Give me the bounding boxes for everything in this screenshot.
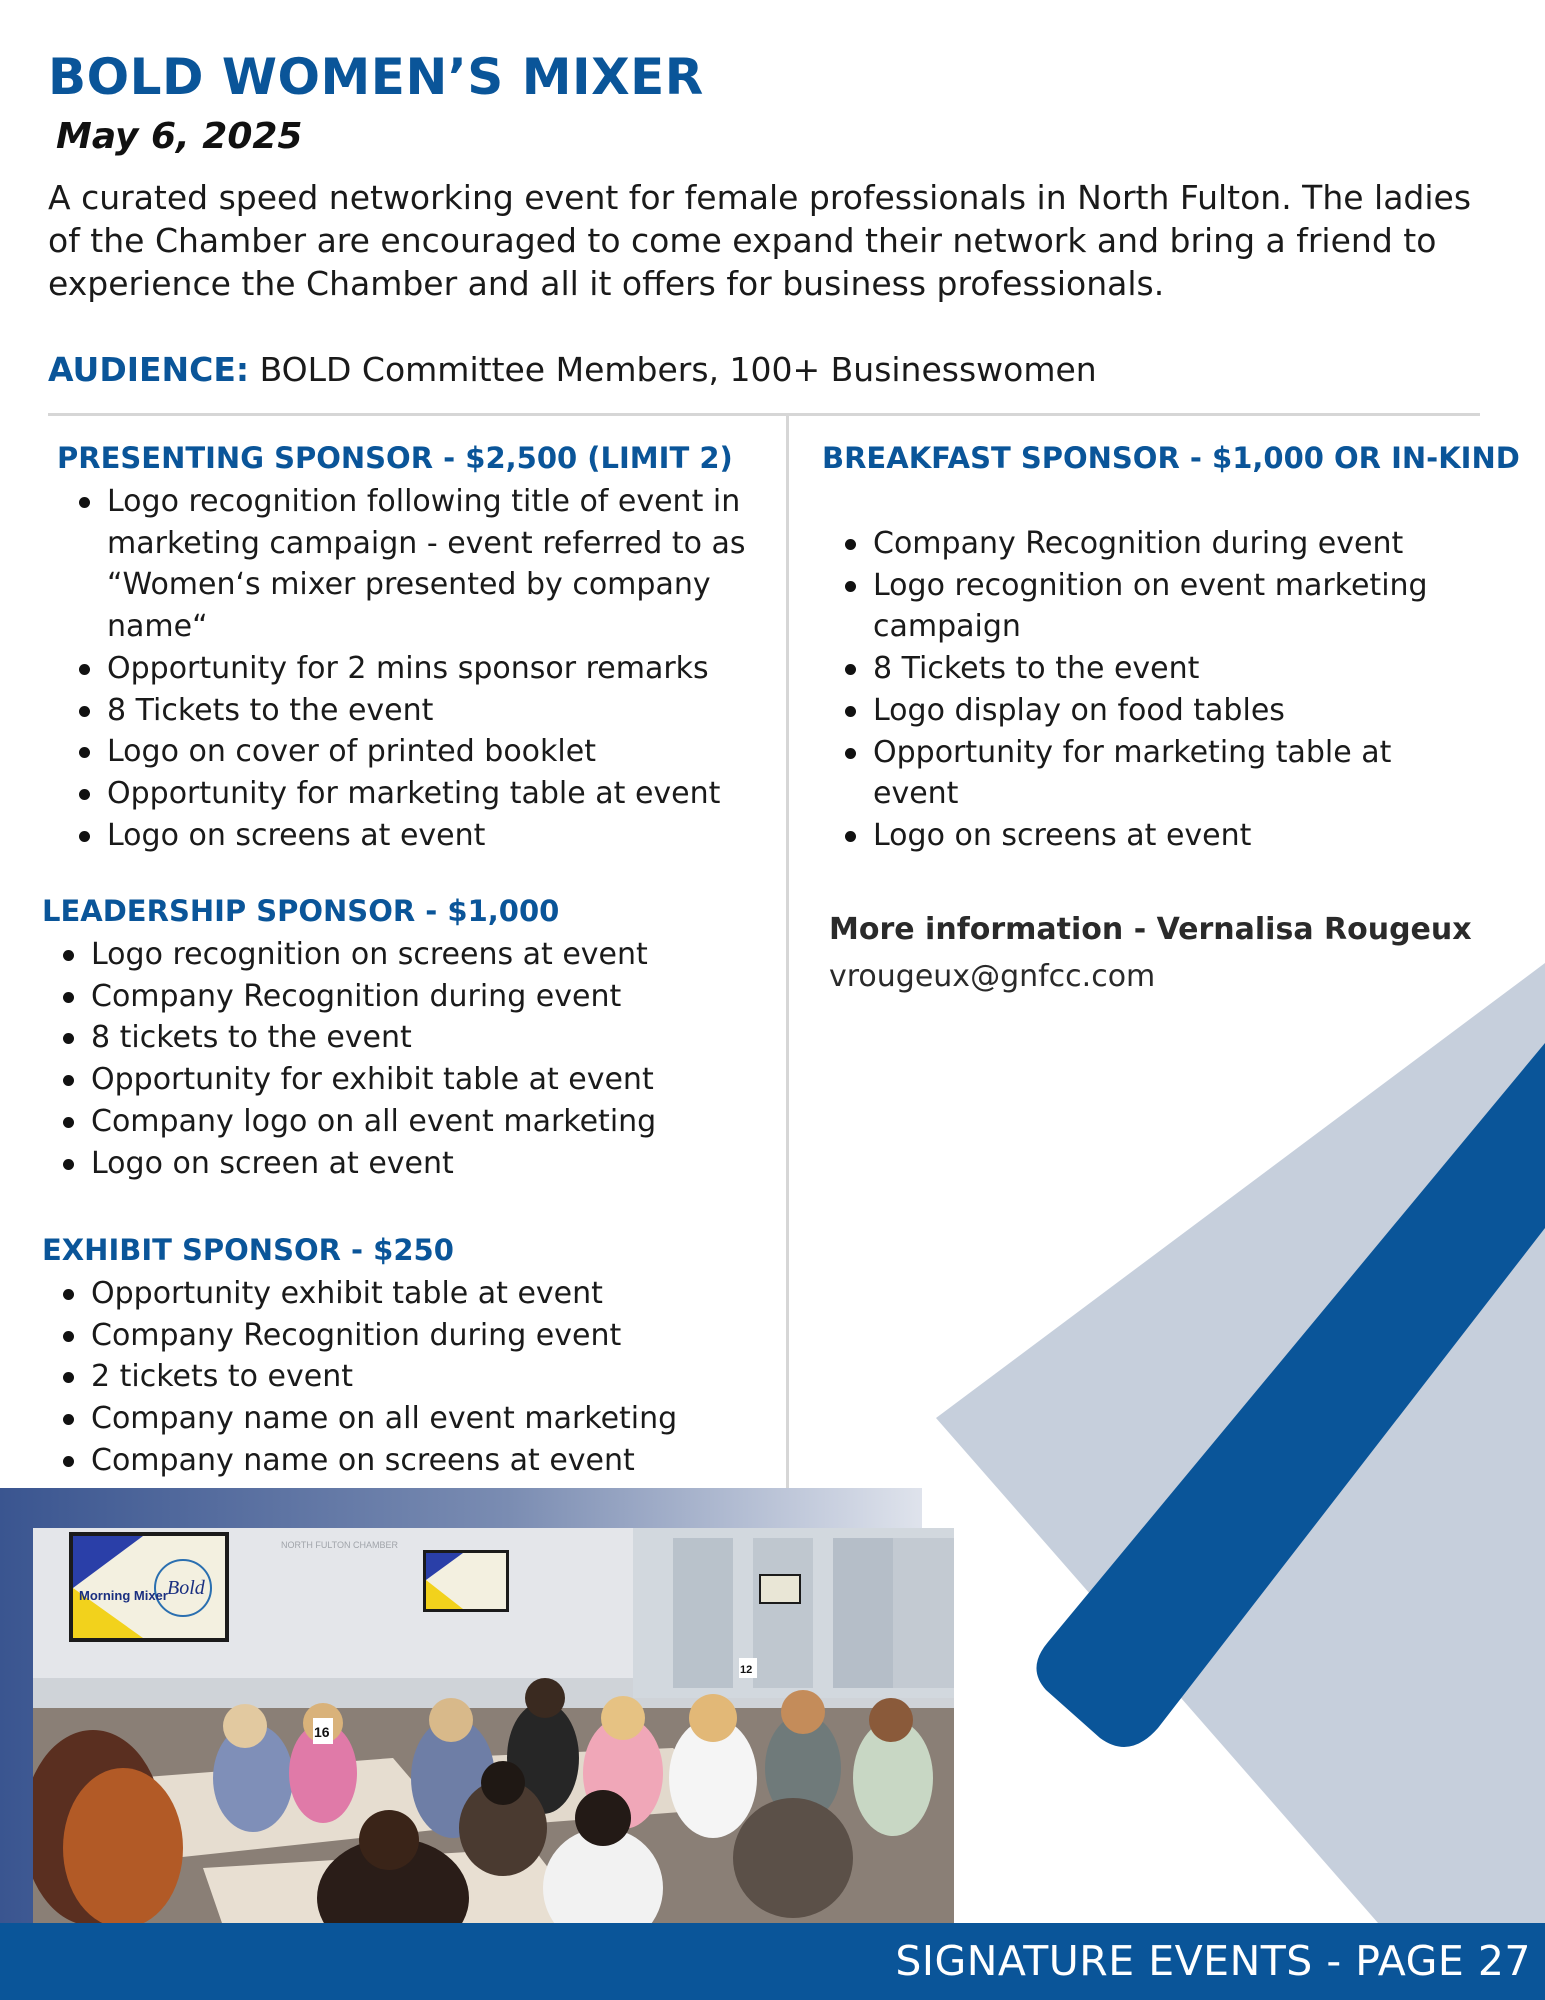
event-photo-illustration [33,1528,954,1926]
breakfast-sponsor-benefits [839,523,1479,857]
contact-label: More information - Vernalisa Rougeux [829,912,1472,947]
list-item: Logo display on food tables [839,690,1479,732]
presenting-sponsor-heading: PRESENTING SPONSOR - $2,500 (LIMIT 2) [57,441,733,475]
contact-email[interactable]: vrougeux@gnfcc.com [829,959,1156,994]
list-item: Logo on screens at event [839,815,1479,857]
leadership-sponsor-heading: LEADERSHIP SPONSOR - $1,000 [42,894,560,928]
footer-bar [0,1923,1545,2000]
screen-title-text: Morning Mixer [79,1588,168,1603]
list-item: Company Recognition during event [57,1315,757,1357]
list-item: Company name on screens at event [57,1440,757,1482]
exhibit-sponsor-heading: EXHIBIT SPONSOR - $250 [42,1233,454,1267]
list-item: Opportunity for marketing table at event [839,732,1479,815]
list-item: 8 tickets to the event [57,1017,757,1059]
page-title: BOLD WOMEN’S MIXER [48,48,704,106]
list-item: Logo recognition following title of event in marketing campaign - event referred to as “Women‘s mixer presented by company name“ [73,481,753,648]
list-item: Opportunity for marketing table at event [73,773,753,815]
audience-line [48,350,1097,389]
event-photo [33,1528,954,1926]
breakfast-sponsor-heading: BREAKFAST SPONSOR - $1,000 OR IN-KIND [822,441,1520,475]
list-item: Company name on all event marketing [57,1398,757,1440]
audience-value: BOLD Committee Members, 100+ Businesswomen [249,350,1097,389]
wall-logo-text: NORTH FULTON CHAMBER [281,1540,399,1550]
presenting-sponsor-benefits [73,481,753,856]
list-item: Company logo on all event marketing [57,1101,757,1143]
list-item: Opportunity exhibit table at event [57,1273,757,1315]
list-item: Company Recognition during event [839,523,1479,565]
list-item: 8 Tickets to the event [839,648,1479,690]
list-item: Company Recognition during event [57,976,757,1018]
list-item: 2 tickets to event [57,1356,757,1398]
event-description: A curated speed networking event for female professionals in North Fulton. The ladies of the Chamber are encouraged to come expand their network and bring a friend to experience the Chamber and all it offers for business professionals. [48,178,1472,303]
list-item: Logo recognition on screens at event [57,934,757,976]
leadership-sponsor-benefits [57,934,757,1184]
list-item: Logo on screens at event [73,815,753,857]
table-number-16: 16 [314,1724,330,1740]
list-item: Logo on screen at event [57,1143,757,1185]
list-item: Logo recognition on event marketing campaign [839,565,1479,648]
list-item: Opportunity for exhibit table at event [57,1059,757,1101]
event-date: May 6, 2025 [56,116,303,157]
list-item: Logo on cover of printed booklet [73,731,753,773]
list-item: 8 Tickets to the event [73,690,753,732]
footer-page-label: SIGNATURE EVENTS - PAGE 27 [895,1937,1531,1985]
list-item: Opportunity for 2 mins sponsor remarks [73,648,753,690]
exhibit-sponsor-benefits [57,1273,757,1482]
horizontal-divider [48,413,1480,416]
table-number-12: 12 [740,1664,753,1676]
screen-logo-text: Bold [167,1577,205,1599]
vertical-divider [786,416,789,1528]
audience-label: AUDIENCE: [48,350,250,389]
